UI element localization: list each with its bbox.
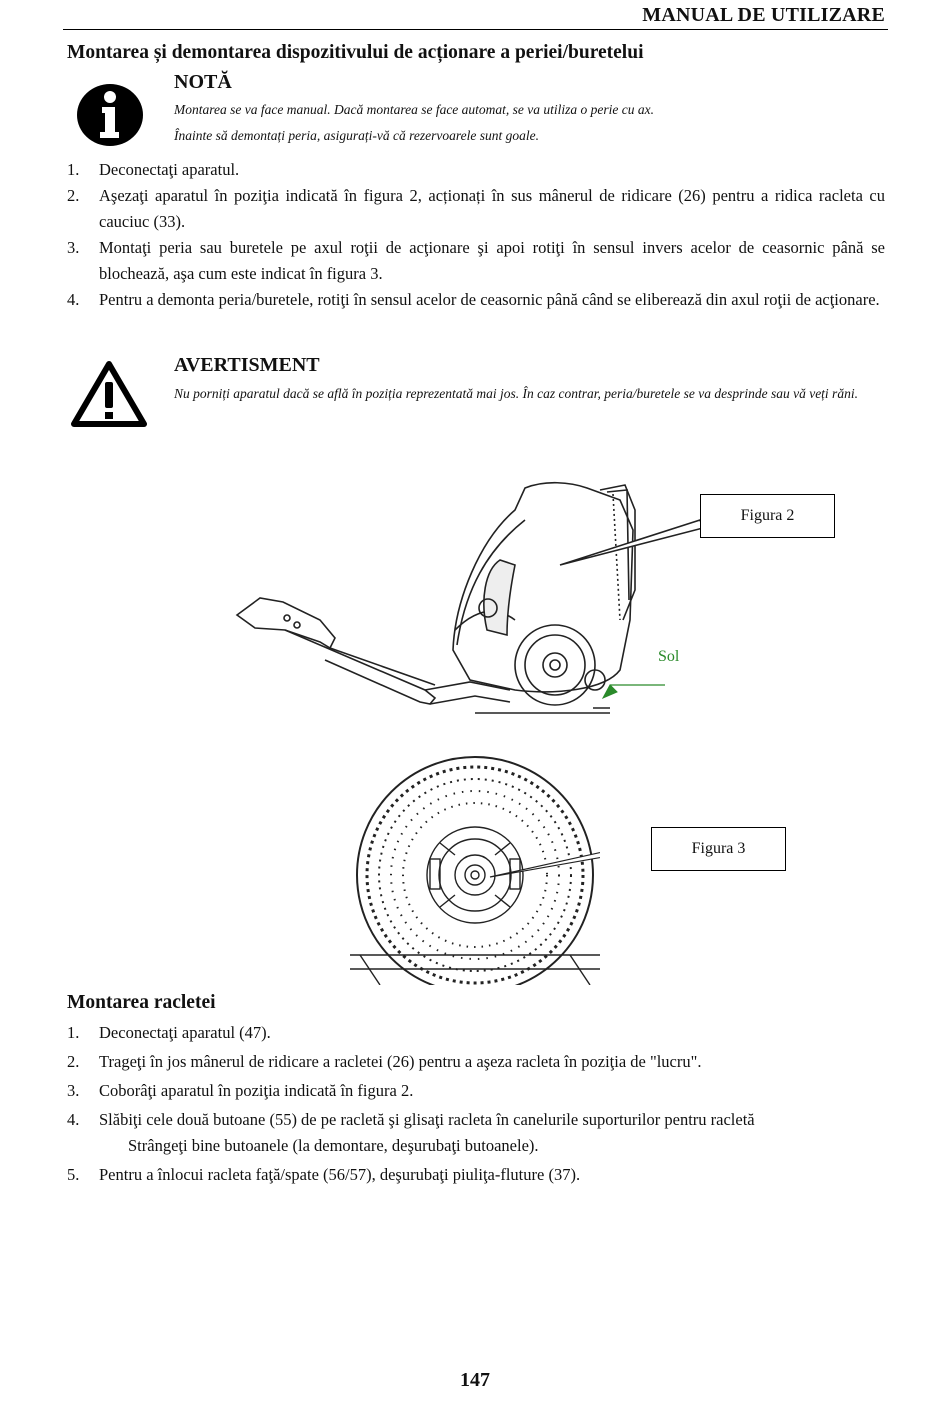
warning-text: Nu porniți aparatul dacă se află în poziția reprezentată mai jos. În caz contrar, peria/buretele se va desprinde sau vă veți răni.: [174, 386, 858, 401]
figure-3-label: Figura 3: [651, 827, 786, 871]
list-item: 2. Aşezaţi aparatul în poziţia indicată în figura 2, acționați în sus mânerul de ridicare (26) pentru a ridica racleta cu cauciuc (33).: [67, 186, 885, 231]
figure-2-label: Figura 2: [700, 494, 835, 538]
list-item: 3. Montaţi peria sau buretele pe axul roţii de acţionare şi apoi rotiţi în sensul invers acelor de ceasornic până se blochează, aşa cum este indicat în figura 3.: [67, 238, 885, 283]
running-header-title: MANUAL DE UTILIZARE: [642, 4, 885, 26]
section-title-squeegee-mounting: Montarea racletei: [67, 992, 216, 1013]
list-item: 5. Pentru a înlocui racleta faţă/spate (56/57), deşurubaţi piuliţa-fluture (37).: [67, 1165, 581, 1184]
info-icon: [75, 82, 145, 148]
note-line-1: Montarea se va face manual. Dacă montarea se face automat, se va utiliza o perie cu ax.: [174, 102, 655, 117]
list-item: 3. Coborâţi aparatul în poziţia indicată în figura 2.: [67, 1081, 414, 1100]
list-item: 1. Deconectaţi aparatul (47).: [67, 1023, 271, 1042]
note-line-2: Înainte să demontați peria, asigurați-vă că rezervoarele sunt goale.: [174, 128, 539, 143]
warning-triangle-icon: [70, 360, 148, 428]
list-item: 4. Slăbiţi cele două butoane (55) de pe racletă şi glisaţi racleta în canelurile suporturilor pentru racletă Strângeţi bine butoanele (la demontare, deşurubaţi butoanele).: [67, 1110, 755, 1155]
list-item: 2. Trageţi în jos mânerul de ridicare a racletei (26) pentru a aşeza racleta în poziţia de "lucru".: [67, 1052, 702, 1071]
mounting-steps-list: [67, 157, 885, 313]
list-item-continuation: Strângeţi bine butoanele (la demontare, deşurubaţi butoanele).: [128, 1136, 539, 1155]
section-title-brush-mounting: Montarea și demontarea dispozitivului de acționare a periei/buretelui: [67, 42, 644, 63]
list-item: 4. Pentru a demonta peria/buretele, rotiţi în sensul acelor de ceasornic până când se eliberează din axul roţii de acţionare.: [67, 290, 880, 309]
list-item: 1. Deconectaţi aparatul.: [67, 160, 240, 179]
squeegee-steps-list: [67, 1020, 885, 1188]
note-title: NOTĂ: [174, 71, 232, 93]
page-number: 147: [460, 1369, 490, 1391]
header-rule: [63, 29, 888, 30]
figure-2-machine-illustration: [225, 470, 725, 720]
warning-title: AVERTISMENT: [174, 354, 320, 376]
figure-3-brush-illustration: [350, 755, 600, 985]
ground-label: Sol: [658, 648, 680, 665]
